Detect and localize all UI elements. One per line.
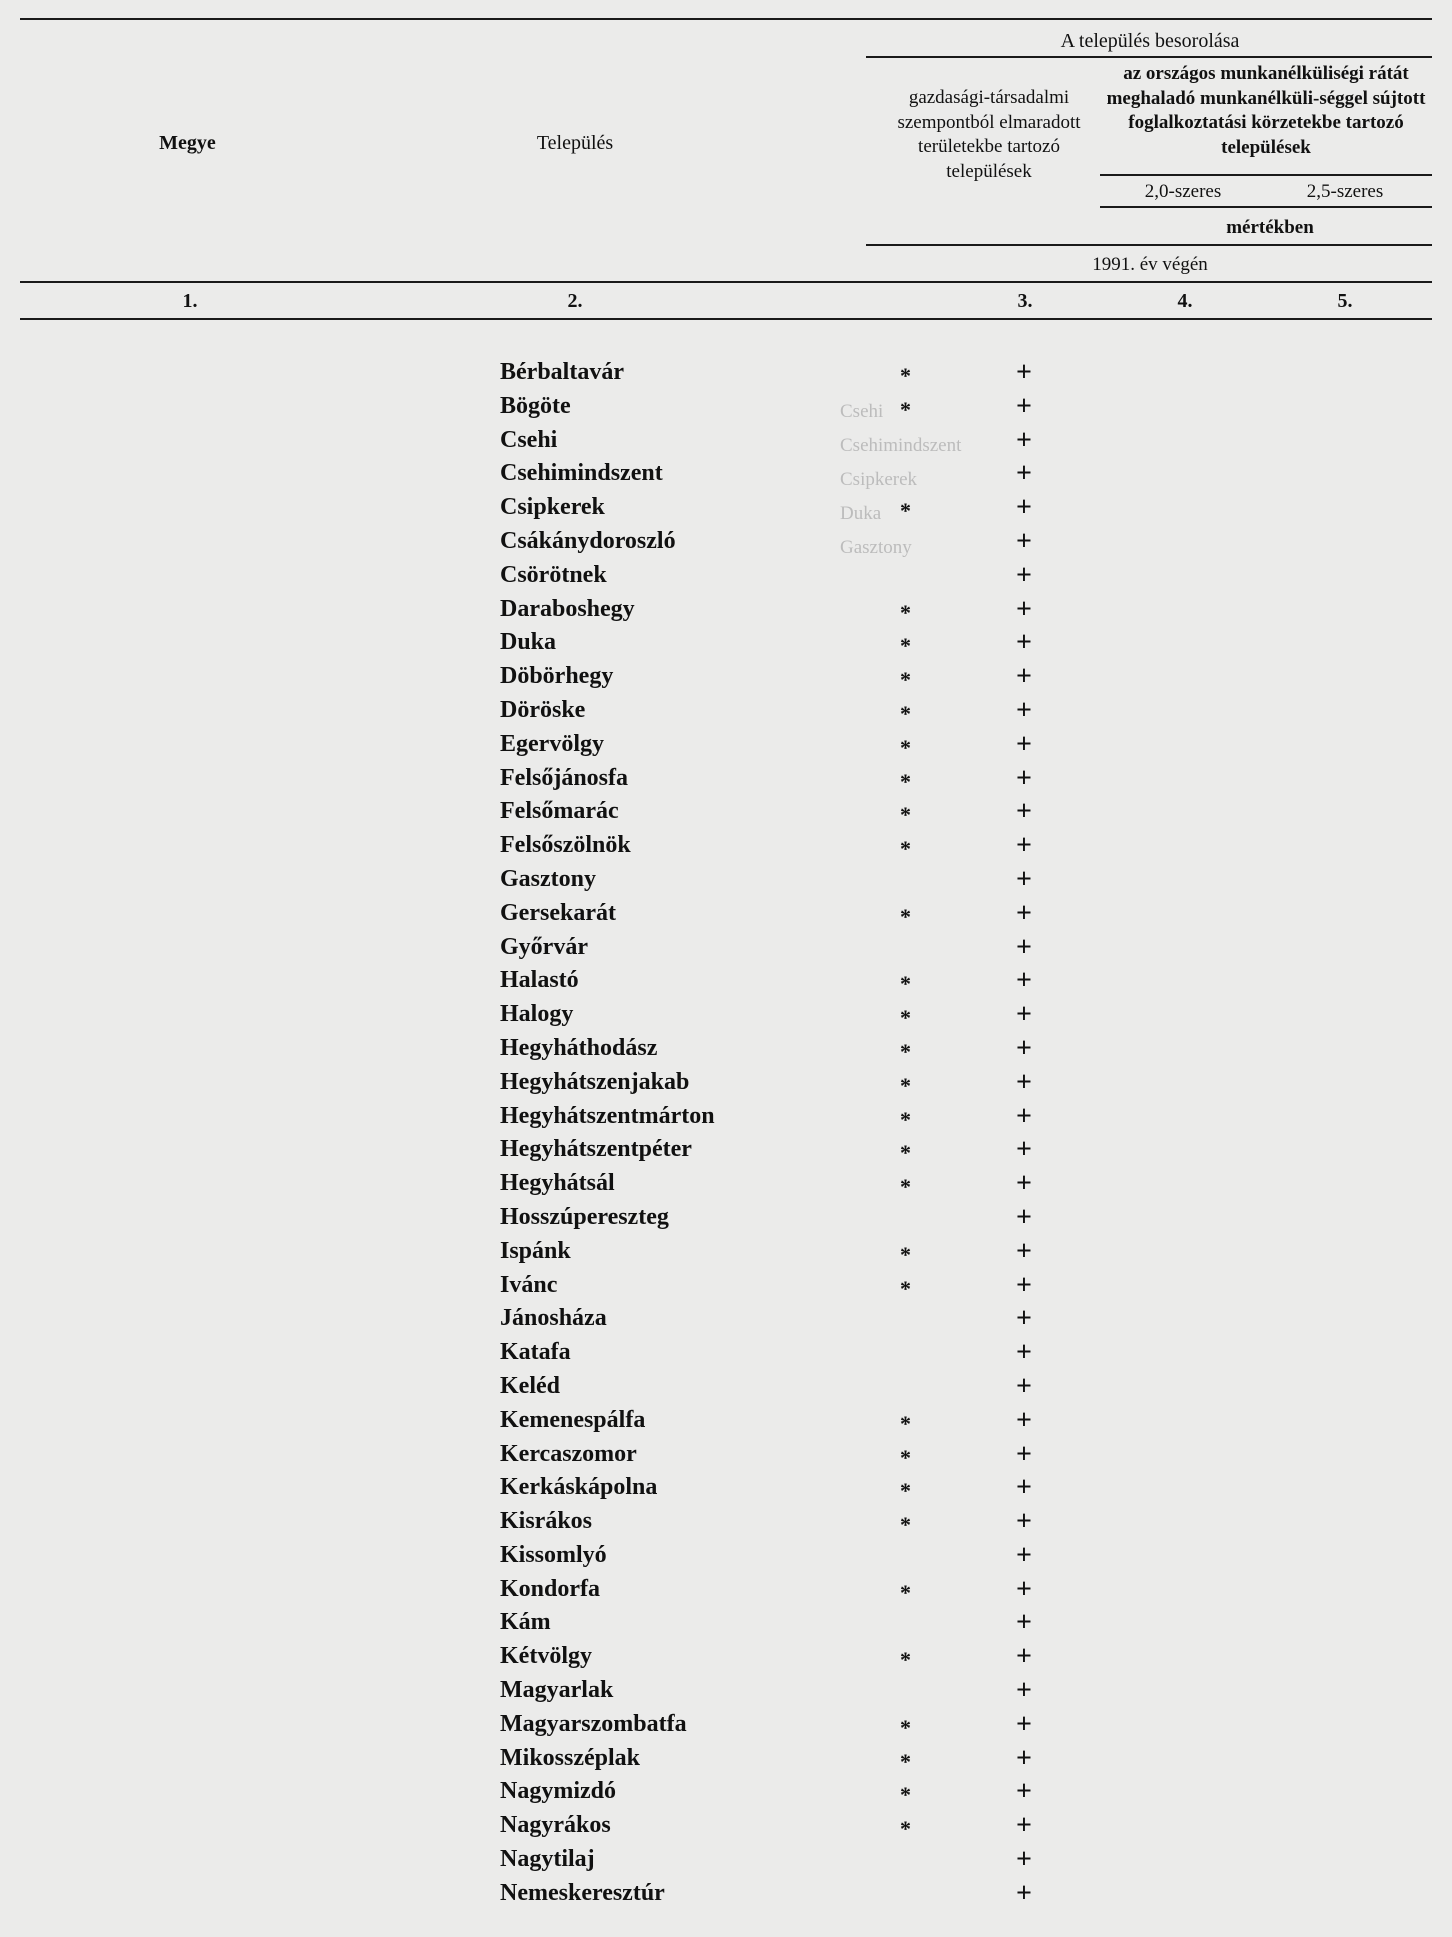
settlement-name: Hegyhátszentpéter (500, 1136, 692, 1163)
col4-mark: + (1016, 1776, 1032, 1808)
col4-mark: + (1016, 593, 1032, 625)
settlement-name: Mikosszéplak (500, 1744, 641, 1771)
table-row (0, 1505, 1452, 1539)
settlement-name: Gersekarát (500, 899, 616, 926)
col3-mark: * (900, 1647, 911, 1673)
col-number-5: 5. (1337, 290, 1353, 312)
table-row (0, 762, 1452, 796)
col3-mark: * (900, 768, 911, 794)
col4-mark: + (1016, 458, 1032, 490)
col3-mark: * (900, 1005, 911, 1031)
col4-mark: + (1016, 661, 1032, 693)
col4-mark: + (1016, 1235, 1032, 1267)
col3-mark: * (900, 1478, 911, 1504)
table-row (0, 1235, 1452, 1269)
settlement-name: Nagytilaj (500, 1846, 595, 1873)
col4-mark: + (1016, 1506, 1032, 1538)
table-row (0, 1269, 1452, 1303)
col3-mark: * (900, 633, 911, 659)
col4-mark: + (1016, 1201, 1032, 1233)
col4-mark: + (1016, 1675, 1032, 1707)
col3-mark: * (900, 396, 911, 422)
header-col4-title: 2,0-szeres (1144, 181, 1222, 202)
table-row (0, 1573, 1452, 1607)
settlement-name: Gasztony (500, 865, 596, 892)
settlement-name: Felsőmarác (500, 798, 619, 825)
col4-mark: + (1016, 830, 1032, 862)
col3-mark: * (900, 1579, 911, 1605)
col3-mark: * (900, 802, 911, 828)
table-row (0, 390, 1452, 424)
group-rule (866, 56, 1432, 58)
settlement-name: Jánosháza (500, 1305, 607, 1332)
ghost-label: Gasztony (840, 537, 912, 558)
table-row (0, 1066, 1452, 1100)
settlement-name: Ivánc (500, 1271, 558, 1298)
settlement-name: Kondorfa (500, 1575, 601, 1602)
col4-mark: + (1016, 1066, 1032, 1098)
col4-mark: + (1016, 1573, 1032, 1605)
col4-mark: + (1016, 728, 1032, 760)
table-row (0, 559, 1452, 593)
col3-mark: * (900, 1748, 911, 1774)
col4-mark: + (1016, 1100, 1032, 1132)
mertekben-rule (866, 244, 1432, 246)
col3-mark: * (900, 599, 911, 625)
table-row (0, 897, 1452, 931)
settlement-name: Ispánk (500, 1237, 571, 1264)
table-row (0, 829, 1452, 863)
col4-mark: + (1016, 627, 1032, 659)
top-rule (20, 18, 1432, 20)
settlement-name: Halogy (500, 1001, 574, 1028)
table-row (0, 1370, 1452, 1404)
settlement-name: Nagymizdó (500, 1778, 616, 1805)
col3-mark: * (900, 971, 911, 997)
col3-mark: * (900, 1038, 911, 1064)
col4-mark: + (1016, 796, 1032, 828)
col3-mark: * (900, 1140, 911, 1166)
ghost-label: Csipkerek (840, 469, 918, 490)
col3-mark: * (900, 1512, 911, 1538)
col4-mark: + (1016, 897, 1032, 929)
col4-mark: + (1016, 1032, 1032, 1064)
settlement-name: Nemeskeresztúr (500, 1879, 665, 1906)
numbers-bottom-rule (20, 318, 1432, 320)
table-row (0, 1404, 1452, 1438)
settlement-name: Kerkáskápolna (500, 1474, 658, 1501)
settlement-name: Kemenespálfa (500, 1406, 646, 1433)
settlement-name: Bérbaltavár (500, 359, 624, 385)
col4-mark: + (1016, 492, 1032, 524)
table-row (0, 863, 1452, 897)
settlement-name: Hegyhátszenjakab (500, 1068, 690, 1095)
col3-mark: * (900, 1174, 911, 1200)
col4-mark: + (1016, 931, 1032, 963)
table-row (0, 1133, 1452, 1167)
col4-mark: + (1016, 357, 1032, 388)
settlement-name: Bögöte (500, 392, 571, 419)
ghost-label: Csehi (840, 401, 884, 422)
settlement-name: Daraboshegy (500, 595, 635, 622)
settlement-name: Nagyrákos (500, 1812, 611, 1839)
header-mertekben: mértékben (1226, 217, 1314, 238)
table-row (0, 1302, 1452, 1336)
col3-mark: * (900, 1275, 911, 1301)
settlement-name: Halastó (500, 967, 579, 994)
col4-mark: + (1016, 1742, 1032, 1774)
col4-mark: + (1016, 1134, 1032, 1166)
table-row (0, 626, 1452, 660)
col4-mark: + (1016, 1438, 1032, 1470)
col4-mark: + (1016, 1810, 1032, 1842)
header-year-note: 1991. év végén (1092, 254, 1208, 275)
settlement-name: Döbörhegy (500, 663, 614, 690)
table-row (0, 964, 1452, 998)
table-row (0, 1775, 1452, 1809)
header-col45-title: az országos munkanélküliségi rátát meghaladó munkanélküli-séggel sújtott foglalkoztatási körzetekbe tartozó települések (1106, 63, 1426, 159)
col4-mark: + (1016, 390, 1032, 422)
col4-mark: + (1016, 1607, 1032, 1639)
col-number-1: 1. (182, 290, 198, 312)
col3-mark: * (900, 1816, 911, 1842)
table-row (0, 1471, 1452, 1505)
settlement-name: Felsőszölnök (500, 832, 631, 859)
header-bottom-rule (20, 281, 1432, 283)
col4-mark: + (1016, 1404, 1032, 1436)
col3-mark: * (900, 363, 911, 388)
table-row (0, 1877, 1452, 1911)
table-row (0, 525, 1452, 559)
table-row (0, 1100, 1452, 1134)
col3-mark: * (900, 498, 911, 524)
settlement-name: Hosszúpereszteg (500, 1203, 669, 1230)
table-row (0, 457, 1452, 491)
settlement-name: Csörötnek (500, 561, 607, 588)
col4-mark: + (1016, 1844, 1032, 1876)
settlement-name: Kissomlyó (500, 1541, 607, 1568)
settlement-name: Felsőjánosfa (500, 764, 628, 791)
table-row (0, 1438, 1452, 1472)
table-row (0, 1742, 1452, 1776)
table-row (0, 1539, 1452, 1573)
header-megye: Megye (159, 132, 216, 154)
header-col3-title: gazdasági-társadalmi szempontból elmaradott területekbe tartozó települések (897, 87, 1081, 183)
col4-mark: + (1016, 1168, 1032, 1200)
col-number-3: 3. (1017, 290, 1033, 312)
table-row (0, 1809, 1452, 1843)
col3-mark: * (900, 1241, 911, 1267)
settlement-name: Kercaszomor (500, 1440, 637, 1467)
col3-mark: * (900, 1106, 911, 1132)
settlement-name: Hegyháthodász (500, 1034, 658, 1061)
table-row (0, 491, 1452, 525)
col4-mark: + (1016, 1539, 1032, 1571)
col4-mark: + (1016, 1303, 1032, 1335)
header-telepules: Település (536, 132, 614, 154)
table-row (0, 1201, 1452, 1235)
settlement-name: Győrvár (500, 933, 588, 960)
settlement-name: Kisrákos (500, 1508, 593, 1535)
header-group-title: A település besorolása (1060, 30, 1240, 52)
col4-mark: + (1016, 1641, 1032, 1673)
col3-mark: * (900, 667, 911, 693)
settlement-name: Magyarszombatfa (500, 1710, 687, 1737)
table-row (0, 795, 1452, 829)
col4-mark: + (1016, 762, 1032, 794)
table-row (0, 694, 1452, 728)
settlement-list (0, 356, 1452, 1911)
col3-mark: * (900, 1444, 911, 1470)
sub-rule-2 (1100, 206, 1432, 208)
col4-mark: + (1016, 559, 1032, 591)
col4-mark: + (1016, 1337, 1032, 1369)
settlement-name: Egervölgy (500, 730, 604, 757)
settlement-name: Keléd (500, 1372, 560, 1399)
table-row (0, 1708, 1452, 1742)
col4-mark: + (1016, 694, 1032, 726)
table-row (0, 593, 1452, 627)
col3-mark: * (900, 1072, 911, 1098)
col4-mark: + (1016, 999, 1032, 1031)
table-row (0, 1606, 1452, 1640)
header-col5-title: 2,5-szeres (1306, 181, 1384, 202)
col-number-2: 2. (567, 290, 583, 312)
table-row (0, 1843, 1452, 1877)
table-row (0, 728, 1452, 762)
settlement-name: Csehimindszent (500, 460, 663, 487)
table-row (0, 931, 1452, 965)
table-row (0, 660, 1452, 694)
settlement-name: Duka (500, 629, 557, 656)
table-row (0, 1336, 1452, 1370)
col3-mark: * (900, 836, 911, 862)
table-row (0, 424, 1452, 458)
settlement-name: Csehi (500, 426, 558, 453)
col4-mark: + (1016, 1370, 1032, 1402)
table-row (0, 1674, 1452, 1708)
settlement-name: Kétvölgy (500, 1643, 592, 1670)
ghost-label: Duka (840, 503, 882, 524)
sub-rule-1 (1100, 174, 1432, 176)
settlement-name: Kám (500, 1609, 551, 1636)
col3-mark: * (900, 700, 911, 726)
table-row (0, 998, 1452, 1032)
settlement-name: Hegyhátszentmárton (500, 1102, 715, 1129)
col4-mark: + (1016, 424, 1032, 456)
col4-mark: + (1016, 965, 1032, 997)
table-row (0, 1167, 1452, 1201)
settlement-name: Magyarlak (500, 1677, 614, 1704)
ghost-label: Csehimindszent (840, 435, 962, 456)
col4-mark: + (1016, 1877, 1032, 1909)
col4-mark: + (1016, 1708, 1032, 1740)
settlement-name: Hegyhátsál (500, 1170, 615, 1197)
table-row (0, 356, 1452, 390)
col3-mark: * (900, 734, 911, 760)
table-row (0, 1640, 1452, 1674)
col4-mark: + (1016, 1472, 1032, 1504)
settlement-name: Csákánydoroszló (500, 527, 676, 554)
col3-mark: * (900, 1782, 911, 1808)
col3-mark: * (900, 1714, 911, 1740)
table-row (0, 1032, 1452, 1066)
col4-mark: + (1016, 1269, 1032, 1301)
settlement-name: Csipkerek (500, 494, 605, 521)
col3-mark: * (900, 903, 911, 929)
col4-mark: + (1016, 525, 1032, 557)
settlement-name: Katafa (500, 1339, 571, 1366)
col4-mark: + (1016, 863, 1032, 895)
settlement-name: Döröske (500, 696, 586, 723)
col3-mark: * (900, 1410, 911, 1436)
col-number-4: 4. (1177, 290, 1193, 312)
